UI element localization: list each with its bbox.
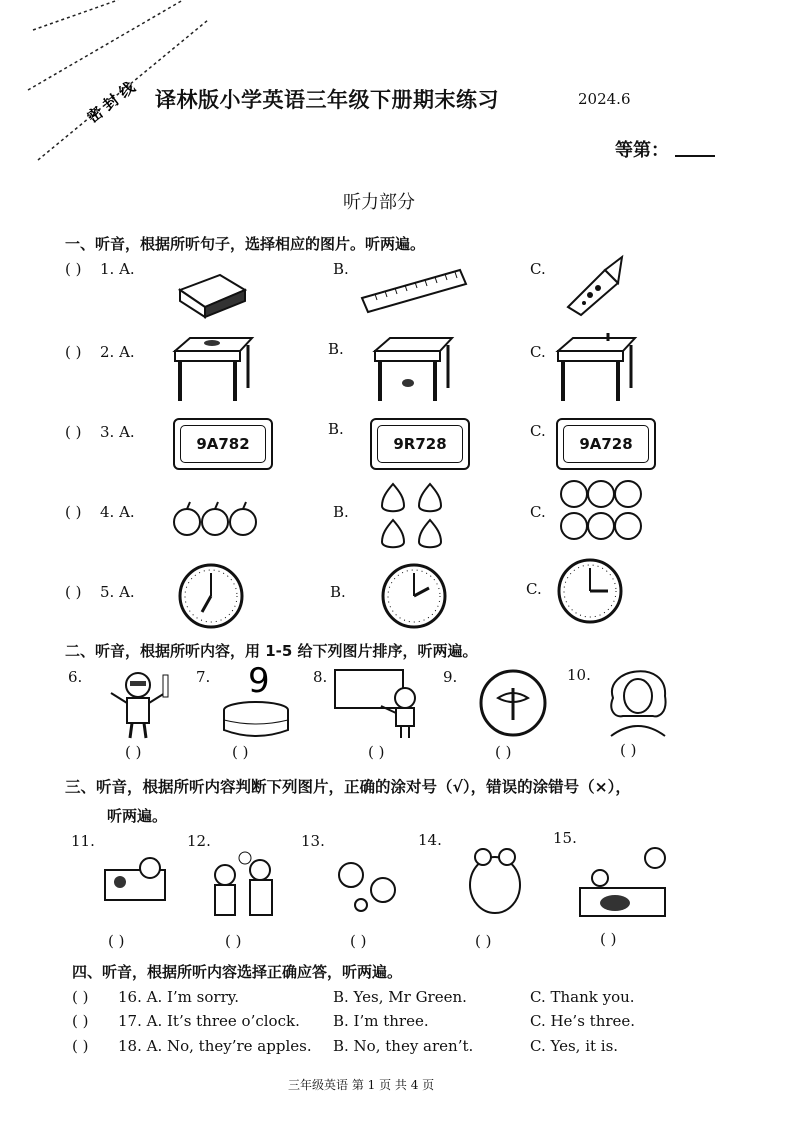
- farm-scene-image: [575, 843, 670, 923]
- item-number: 10.: [567, 666, 591, 684]
- crayon-image: [560, 255, 635, 315]
- six-oranges-image: [560, 478, 645, 548]
- item-number: 11.: [71, 832, 95, 850]
- q3-option-b-label: B.: [328, 420, 344, 438]
- teacher-blackboard-image: [333, 668, 428, 740]
- q4-option-a-label: 4. A.: [100, 503, 135, 521]
- part4-heading: 四、听音，根据所听内容选择正确应答，听两遍。: [72, 963, 403, 981]
- answer-paren[interactable]: ( ): [72, 1012, 89, 1030]
- q17-option-a: 17. A. It’s three o’clock.: [118, 1012, 300, 1030]
- grade-blank[interactable]: [675, 155, 715, 157]
- grade-label: 等第：: [615, 140, 669, 161]
- plate-b-text: 9R728: [377, 425, 463, 463]
- q18-option-c: C. Yes, it is.: [530, 1037, 619, 1055]
- q17-option-c: C. He’s three.: [530, 1012, 636, 1030]
- q16-option-b: B. Yes, Mr Green.: [333, 988, 467, 1006]
- clock-three-image: [557, 558, 623, 624]
- robot-man-image: [103, 665, 178, 740]
- item-number: 7.: [196, 668, 211, 686]
- birthday-cake-image: [218, 662, 298, 742]
- part3-heading-line2: 听两遍。: [107, 807, 168, 825]
- q3-option-a-label: 3. A.: [100, 423, 135, 441]
- desk-pencil-on-top-image: [170, 333, 255, 403]
- q1-option-b-label: B.: [333, 260, 349, 278]
- part2-heading: 二、听音，根据所听内容，用 1-5 给下列图片排序，听两遍。: [65, 642, 478, 660]
- part1-heading: 一、听音，根据所听句子，选择相应的图片。听两遍。: [65, 235, 426, 253]
- exam-date: 2024.6: [578, 90, 631, 108]
- plate-a-text: 9A782: [180, 425, 266, 463]
- clock-two-image: [381, 563, 447, 629]
- answer-paren[interactable]: ( ): [232, 743, 249, 761]
- ruler-image: [360, 268, 470, 313]
- q5-option-c-label: C.: [526, 580, 542, 598]
- plate-c: [556, 418, 656, 470]
- desk-pencil-under-image: [370, 333, 455, 403]
- q4-option-b-label: B.: [333, 503, 349, 521]
- answer-paren[interactable]: ( ): [600, 930, 617, 948]
- seal-text: 密 封 线: [83, 78, 139, 127]
- answer-paren[interactable]: ( ): [65, 423, 82, 441]
- item-number: 15.: [553, 829, 577, 847]
- q16-option-a: 16. A. I’m sorry.: [118, 988, 239, 1006]
- q3-option-c-label: C.: [530, 422, 546, 440]
- plate-c-text: 9A728: [563, 425, 649, 463]
- q2-option-b-label: B.: [328, 340, 344, 358]
- eraser-image: [175, 265, 250, 320]
- q2-option-a-label: 2. A.: [100, 343, 135, 361]
- page-title: 译林版小学英语三年级下册期末练习: [155, 88, 499, 112]
- q18-option-b: B. No, they aren’t.: [333, 1037, 474, 1055]
- q4-option-c-label: C.: [530, 503, 546, 521]
- item-number: 8.: [313, 668, 328, 686]
- clock-seven-image: [178, 563, 244, 629]
- plate-a: [173, 418, 273, 470]
- answer-paren[interactable]: ( ): [72, 988, 89, 1006]
- item-number: 6.: [68, 668, 83, 686]
- chicks-image: [333, 855, 403, 915]
- answer-paren[interactable]: ( ): [125, 743, 142, 761]
- woman-portrait-image: [603, 658, 673, 738]
- page-footer: 三年级英语 第 1 页 共 4 页: [288, 1078, 435, 1092]
- section-title: 听力部分: [343, 192, 415, 213]
- party-scene-image: [205, 850, 290, 920]
- answer-paren[interactable]: ( ): [65, 343, 82, 361]
- item-number: 9.: [443, 668, 458, 686]
- q5-option-b-label: B.: [330, 583, 346, 601]
- answer-paren[interactable]: ( ): [225, 932, 242, 950]
- people-scene-image: [100, 850, 175, 915]
- four-pears-image: [378, 478, 448, 556]
- desk-pencil-in-image: [553, 333, 638, 403]
- item-number: 13.: [301, 832, 325, 850]
- q1-option-a-label: 1. A.: [100, 260, 135, 278]
- answer-paren[interactable]: ( ): [368, 743, 385, 761]
- mouse-image: [455, 845, 535, 917]
- seal-line-decoration: [18, 0, 188, 160]
- answer-paren[interactable]: ( ): [620, 741, 637, 759]
- answer-paren[interactable]: ( ): [475, 932, 492, 950]
- q5-option-a-label: 5. A.: [100, 583, 135, 601]
- q1-option-c-label: C.: [530, 260, 546, 278]
- answer-paren[interactable]: ( ): [350, 932, 367, 950]
- q2-option-c-label: C.: [530, 343, 546, 361]
- answer-paren[interactable]: ( ): [72, 1037, 89, 1055]
- item-number: 14.: [418, 831, 442, 849]
- q17-option-b: B. I’m three.: [333, 1012, 429, 1030]
- item-number: 12.: [187, 832, 211, 850]
- svg-text:9: 9: [248, 661, 270, 701]
- answer-paren[interactable]: ( ): [495, 743, 512, 761]
- part3-heading-line1: 三、听音，根据所听内容判断下列图片，正确的涂对号（√），错误的涂错号（×），: [65, 778, 631, 796]
- answer-paren[interactable]: ( ): [108, 932, 125, 950]
- three-apples-image: [172, 500, 262, 540]
- answer-paren[interactable]: ( ): [65, 503, 82, 521]
- answer-paren[interactable]: ( ): [65, 583, 82, 601]
- answer-paren[interactable]: ( ): [65, 260, 82, 278]
- q16-option-c: C. Thank you.: [530, 988, 635, 1006]
- quiet-sign-image: [478, 668, 548, 738]
- q18-option-a: 18. A. No, they’re apples.: [118, 1037, 312, 1055]
- plate-b: [370, 418, 470, 470]
